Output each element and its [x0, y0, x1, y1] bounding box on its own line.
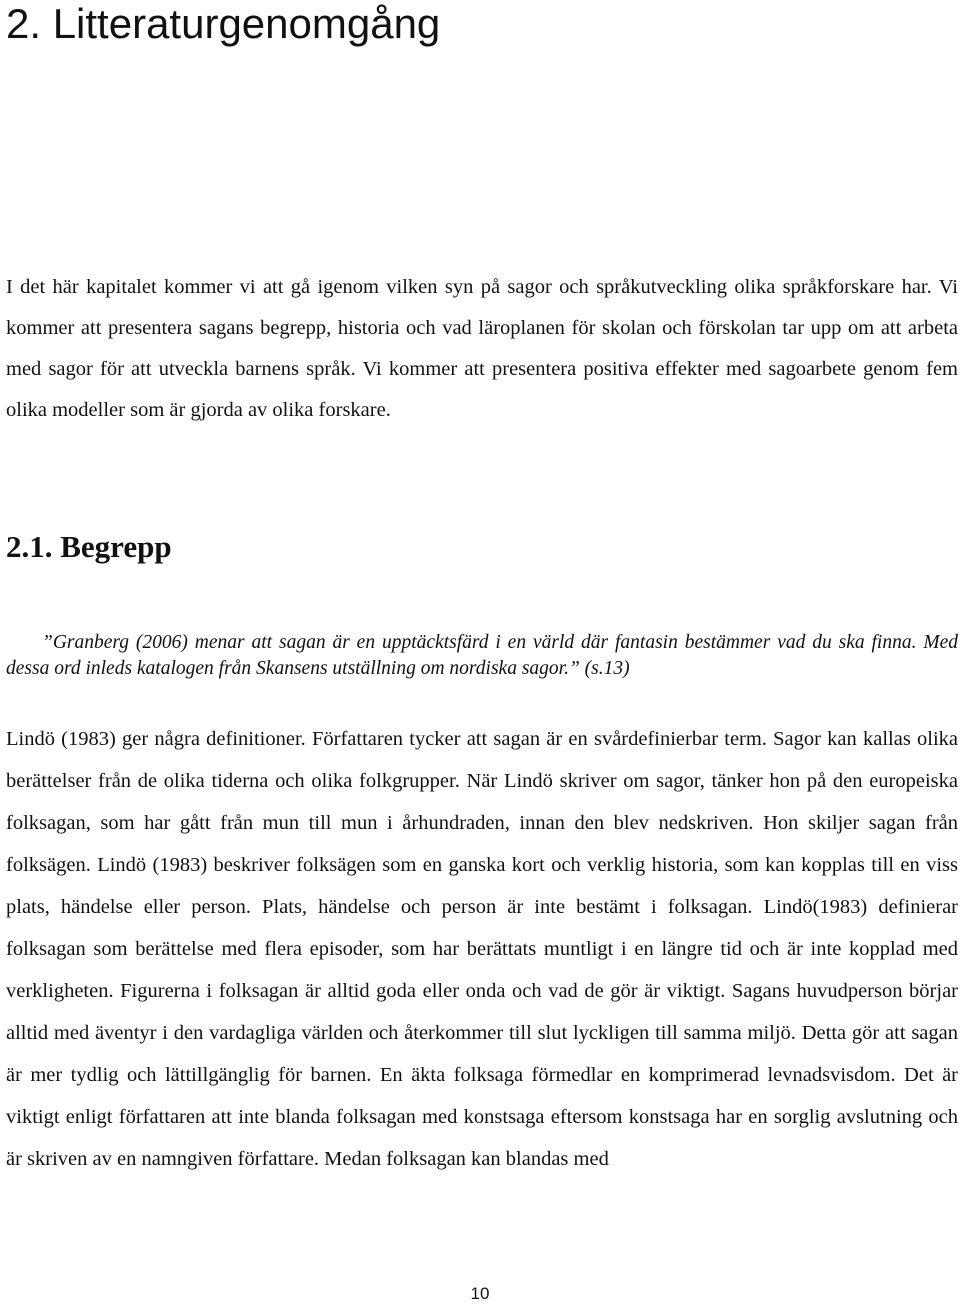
- section-title: 2.1. Begrepp: [6, 529, 172, 564]
- body-paragraph: Lindö (1983) ger några definitioner. Författaren tycker att sagan är en svårdefinierbar term. Sagor kan kallas olika berättelser från de olika tiderna och olika folkgrupper. När Lindö skriver om sagor, tänker hon på den europeiska folksagan, som har gått från mun till mun i århundraden, innan den blev nedskriven. Hon skiljer sagan från folksägen. Lindö (1983) beskriver folksägen som en ganska kort och verklig historia, som kan kopplas till en viss plats, händelse eller person. Plats, händelse och person är inte bestämt i folksagan. Lindö(1983) definierar folksagan som berättelse med flera episoder, som har berättats muntligt i en längre tid och är inte kopplad med verkligheten. Figurerna i folksagan är alltid goda eller onda och vad de gör är viktigt. Sagans huvudperson börjar alltid med äventyr i den vardagliga världen och återkommer till slut lyckligen till samma miljö. Detta gör att sagan är mer tydlig och lättillgänglig för barnen. En äkta folksaga förmedlar en komprimerad levnadsvisdom. Det är viktigt enligt författaren att inte blanda folksagan med konstsaga eftersom konstsaga har en sorglig avslutning och är skriven av en namngiven författare. Medan folksagan kan blandas med: [6, 728, 958, 1170]
- chapter-title: 2. Litteraturgenomgång: [6, 0, 441, 47]
- page-number: 10: [470, 1284, 490, 1303]
- intro-paragraph: I det här kapitalet kommer vi att gå igenom vilken syn på sagor och språkutveckling olika språkforskare har. Vi kommer att presentera sagans begrepp, historia och vad läroplanen för skolan och förskolan tar upp om att arbeta med sagor för att utveckla barnens språk. Vi kommer att presentera positiva effekter med sagoarbete genom fem olika modeller som är gjorda av olika forskare.: [6, 276, 958, 421]
- block-quote: ”Granberg (2006) menar att sagan är en upptäcktsfärd i en värld där fantasin bestämmer vad du ska finna. Med dessa ord inleds katalogen från Skansens utställning om nordiska sagor.” (s.13): [6, 632, 958, 679]
